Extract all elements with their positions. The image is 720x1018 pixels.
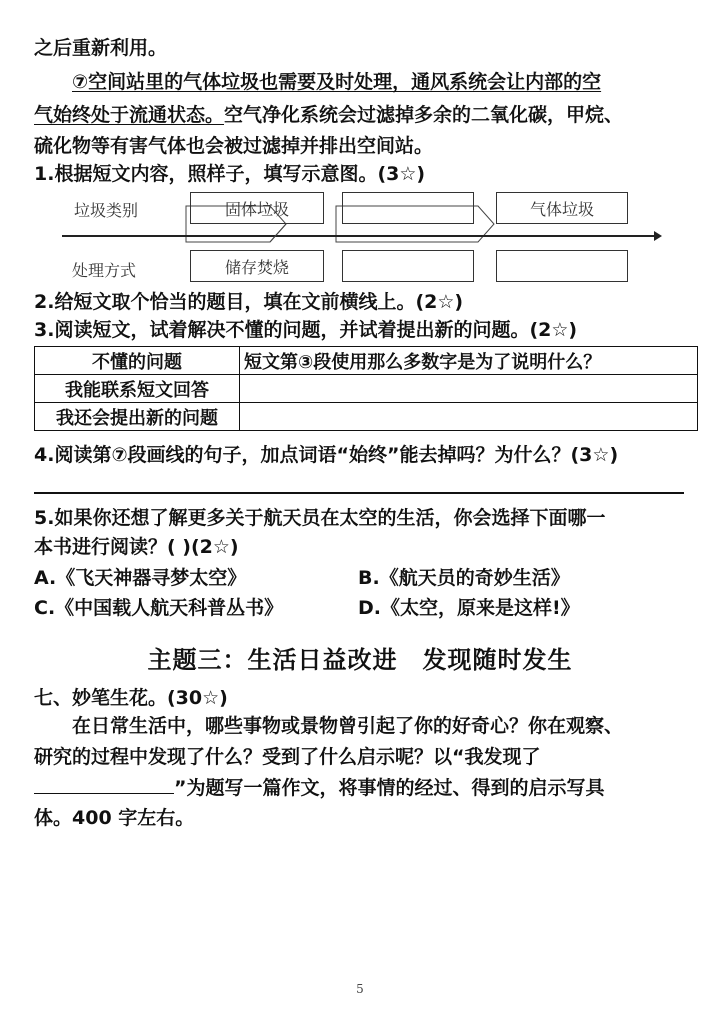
box-gas-garbage: 气体垃圾: [496, 192, 628, 224]
essay-prompt-line-1: 在日常生活中，哪些事物或景物曾引起了你的好奇心？你在观察、: [72, 715, 624, 737]
question-5-line-1: 5.如果你还想了解更多关于航天员在太空的生活，你会选择下面哪一: [34, 507, 606, 529]
table-cell-question: 短文第③段使用那么多数字是为了说明什么？: [240, 347, 698, 375]
table-cell-header-2: 我能联系短文回答: [35, 375, 240, 403]
section-title: 主题三：生活日益改进 发现随时发生: [147, 646, 573, 674]
option-d[interactable]: D.《太空，原来是这样!》: [358, 597, 580, 619]
essay-prompt-line-3: [34, 775, 605, 800]
question-4: 4.阅读第⑦段画线的句子，加点词语“始终”能去掉吗？为什么？(3☆): [34, 444, 619, 466]
paragraph-7-underlined-line: ⑦空间站里的气体垃圾也需要及时处理，通风系统会让内部的空: [72, 71, 602, 93]
row-label-category: 垃圾类别: [74, 201, 139, 220]
table-row: [35, 403, 698, 431]
paragraph-7-line-3: 硫化物等有害气体也会被过滤掉并排出空间站。: [34, 135, 434, 157]
essay-prompt-line-4: 体。400 字左右。: [34, 807, 195, 829]
box-store-burn: 储存焚烧: [190, 250, 324, 282]
question-table: [34, 346, 698, 431]
question-7: 七、妙笔生花。(30☆): [34, 687, 228, 709]
underlined-sentence-end: 气始终处于流通状态。: [34, 104, 225, 126]
garbage-diagram: [58, 188, 662, 284]
table-row: [35, 375, 698, 403]
row-label-method: 处理方式: [72, 261, 137, 280]
table-cell-new-question[interactable]: [240, 403, 698, 431]
question-1: 1.根据短文内容，照样子，填写示意图。(3☆): [34, 163, 426, 185]
table-row: [35, 347, 698, 375]
table-cell-header-1: 不懂的问题: [35, 347, 240, 375]
box-solid-garbage: 固体垃圾: [190, 192, 324, 224]
table-cell-answer[interactable]: [240, 375, 698, 403]
question-3: 3.阅读短文，试着解决不懂的问题，并试着提出新的问题。(2☆): [34, 319, 578, 341]
question-5-line-2: 本书进行阅读？( )(2☆): [34, 536, 239, 558]
option-c[interactable]: C.《中国载人航天科普丛书》: [34, 597, 284, 619]
answer-line[interactable]: [34, 492, 684, 494]
question-2: 2.给短文取个恰当的题目，填在文前横线上。(2☆): [34, 291, 464, 313]
essay-prompt-line-2: 研究的过程中发现了什么？受到了什么启示呢？以“我发现了: [34, 746, 541, 768]
table-cell-header-3: 我还会提出新的问题: [35, 403, 240, 431]
paragraph-7-line-2: [34, 103, 623, 127]
essay-prompt-line-3-text: ”为题写一篇作文，将事情的经过、得到的启示写具: [174, 777, 605, 799]
page-number: 5: [356, 982, 364, 996]
option-b[interactable]: B.《航天员的奇妙生活》: [358, 567, 570, 589]
text-line-1: 之后重新利用。: [34, 37, 168, 59]
option-a[interactable]: A.《飞天神器寻梦太空》: [34, 567, 247, 589]
box-empty-bottom-1[interactable]: [342, 250, 474, 282]
title-blank[interactable]: [34, 775, 174, 794]
box-empty-top[interactable]: [342, 192, 474, 224]
paragraph-7-line-2-rest: 空气净化系统会过滤掉多余的二氧化碳，甲烷、: [224, 104, 624, 126]
box-empty-bottom-2[interactable]: [496, 250, 628, 282]
